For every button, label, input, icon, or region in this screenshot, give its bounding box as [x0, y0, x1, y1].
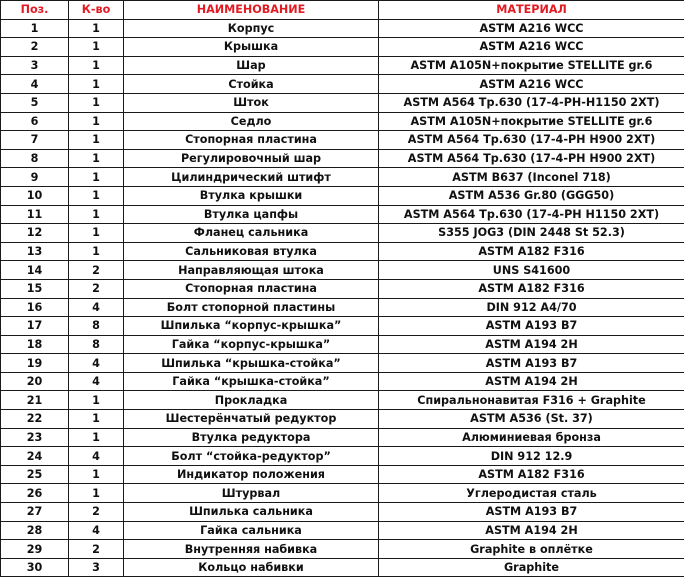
cell-position: 30: [1, 558, 69, 577]
table-row: [1, 93, 684, 112]
cell-material: ASTM A194 2H: [379, 372, 684, 391]
cell-position: 24: [1, 447, 69, 466]
cell-position: 22: [1, 410, 69, 429]
cell-material: Алюминиевая бронза: [379, 428, 684, 447]
cell-position: 5: [1, 93, 69, 112]
cell-position: 10: [1, 186, 69, 205]
table-row: [1, 354, 684, 373]
cell-position: 2: [1, 38, 69, 57]
cell-name: Стопорная пластина: [124, 131, 379, 150]
cell-quantity: 2: [69, 261, 124, 280]
cell-quantity: 1: [69, 428, 124, 447]
header-position: Поз.: [1, 1, 69, 20]
table-row: [1, 75, 684, 94]
cell-position: 18: [1, 335, 69, 354]
table-header-row: [1, 1, 684, 20]
table-row: [1, 521, 684, 540]
cell-name: Прокладка: [124, 391, 379, 410]
cell-material: ASTM A194 2H: [379, 521, 684, 540]
table-row: [1, 242, 684, 261]
cell-material: ASTM A182 F316: [379, 465, 684, 484]
table-row: [1, 186, 684, 205]
cell-quantity: 4: [69, 521, 124, 540]
cell-position: 19: [1, 354, 69, 373]
cell-name: Втулка редуктора: [124, 428, 379, 447]
cell-quantity: 1: [69, 19, 124, 38]
cell-quantity: 4: [69, 298, 124, 317]
cell-material: ASTM A105N+покрытие STELLITE gr.6: [379, 56, 684, 75]
cell-name: Направляющая штока: [124, 261, 379, 280]
cell-name: Шпилька “крышка-стойка”: [124, 354, 379, 373]
cell-position: 6: [1, 112, 69, 131]
cell-material: ASTM A564 Tp.630 (17-4-PH H900 2XT): [379, 131, 684, 150]
cell-material: ASTM A194 2H: [379, 335, 684, 354]
cell-position: 23: [1, 428, 69, 447]
table-row: [1, 224, 684, 243]
cell-quantity: 3: [69, 558, 124, 577]
cell-position: 13: [1, 242, 69, 261]
table-row: [1, 19, 684, 38]
cell-quantity: 1: [69, 93, 124, 112]
cell-material: ASTM A182 F316: [379, 279, 684, 298]
cell-quantity: 1: [69, 224, 124, 243]
cell-quantity: 1: [69, 410, 124, 429]
cell-name: Шпилька сальника: [124, 503, 379, 522]
table-row: [1, 317, 684, 336]
cell-quantity: 8: [69, 317, 124, 336]
cell-quantity: 1: [69, 112, 124, 131]
cell-position: 12: [1, 224, 69, 243]
cell-position: 17: [1, 317, 69, 336]
cell-position: 15: [1, 279, 69, 298]
table-row: [1, 298, 684, 317]
cell-position: 20: [1, 372, 69, 391]
cell-quantity: 1: [69, 38, 124, 57]
cell-quantity: 1: [69, 242, 124, 261]
table-row: [1, 503, 684, 522]
table-row: [1, 447, 684, 466]
cell-name: Шар: [124, 56, 379, 75]
cell-name: Гайка “крышка-стойка”: [124, 372, 379, 391]
cell-material: UNS S41600: [379, 261, 684, 280]
cell-material: ASTM A564 Tp.630 (17-4-PH H900 2XT): [379, 149, 684, 168]
table-body: [1, 19, 684, 577]
cell-material: Graphite: [379, 558, 684, 577]
cell-position: 3: [1, 56, 69, 75]
table-row: [1, 428, 684, 447]
cell-position: 8: [1, 149, 69, 168]
cell-name: Корпус: [124, 19, 379, 38]
cell-position: 29: [1, 540, 69, 559]
cell-name: Кольцо набивки: [124, 558, 379, 577]
cell-quantity: 1: [69, 75, 124, 94]
cell-name: Болт стопорной пластины: [124, 298, 379, 317]
cell-quantity: 1: [69, 56, 124, 75]
table-row: [1, 558, 684, 577]
cell-name: Внутренняя набивка: [124, 540, 379, 559]
cell-name: Сальниковая втулка: [124, 242, 379, 261]
table-row: [1, 484, 684, 503]
cell-name: Гайка “корпус-крышка”: [124, 335, 379, 354]
cell-quantity: 2: [69, 279, 124, 298]
cell-material: ASTM A193 B7: [379, 317, 684, 336]
cell-name: Шестерёнчатый редуктор: [124, 410, 379, 429]
cell-position: 27: [1, 503, 69, 522]
table-row: [1, 112, 684, 131]
cell-material: DIN 912 12.9: [379, 447, 684, 466]
table-row: [1, 372, 684, 391]
cell-position: 4: [1, 75, 69, 94]
table-row: [1, 205, 684, 224]
cell-position: 21: [1, 391, 69, 410]
cell-material: ASTM A105N+покрытие STELLITE gr.6: [379, 112, 684, 131]
cell-position: 1: [1, 19, 69, 38]
cell-quantity: 1: [69, 465, 124, 484]
cell-name: Шток: [124, 93, 379, 112]
cell-material: ASTM B637 (Inconel 718): [379, 168, 684, 187]
cell-quantity: 1: [69, 205, 124, 224]
table-row: [1, 168, 684, 187]
cell-quantity: 4: [69, 372, 124, 391]
cell-quantity: 1: [69, 131, 124, 150]
cell-quantity: 1: [69, 186, 124, 205]
cell-material: ASTM A216 WCC: [379, 19, 684, 38]
table-row: [1, 391, 684, 410]
cell-quantity: 1: [69, 149, 124, 168]
cell-name: Гайка сальника: [124, 521, 379, 540]
cell-name: Штурвал: [124, 484, 379, 503]
cell-material: ASTM A216 WCC: [379, 75, 684, 94]
table-row: [1, 540, 684, 559]
table-row: [1, 38, 684, 57]
cell-quantity: 1: [69, 391, 124, 410]
table-row: [1, 279, 684, 298]
header-name: НАИМЕНОВАНИЕ: [124, 1, 379, 20]
cell-name: Шпилька “корпус-крышка”: [124, 317, 379, 336]
cell-quantity: 4: [69, 354, 124, 373]
cell-quantity: 4: [69, 447, 124, 466]
cell-material: ASTM A564 Tp.630 (17-4-PH H1150 2XT): [379, 205, 684, 224]
header-quantity: К-во: [69, 1, 124, 20]
cell-position: 14: [1, 261, 69, 280]
cell-material: ASTM A193 B7: [379, 354, 684, 373]
cell-name: Болт “стойка-редуктор”: [124, 447, 379, 466]
cell-quantity: 1: [69, 168, 124, 187]
cell-material: Graphite в оплётке: [379, 540, 684, 559]
table-row: [1, 149, 684, 168]
table-row: [1, 56, 684, 75]
cell-material: ASTM A536 Gr.80 (GGG50): [379, 186, 684, 205]
cell-position: 11: [1, 205, 69, 224]
cell-material: ASTM A193 B7: [379, 503, 684, 522]
cell-position: 25: [1, 465, 69, 484]
cell-position: 7: [1, 131, 69, 150]
cell-quantity: 1: [69, 484, 124, 503]
cell-material: Углеродистая сталь: [379, 484, 684, 503]
cell-name: Индикатор положения: [124, 465, 379, 484]
cell-name: Втулка цапфы: [124, 205, 379, 224]
table-row: [1, 261, 684, 280]
cell-name: Стопорная пластина: [124, 279, 379, 298]
cell-position: 28: [1, 521, 69, 540]
cell-quantity: 8: [69, 335, 124, 354]
cell-name: Седло: [124, 112, 379, 131]
header-material: МАТЕРИАЛ: [379, 1, 684, 20]
cell-quantity: 2: [69, 540, 124, 559]
cell-material: ASTM A216 WCC: [379, 38, 684, 57]
cell-position: 9: [1, 168, 69, 187]
cell-quantity: 2: [69, 503, 124, 522]
table-row: [1, 465, 684, 484]
table-row: [1, 410, 684, 429]
cell-name: Крышка: [124, 38, 379, 57]
cell-name: Регулировочный шар: [124, 149, 379, 168]
cell-name: Стойка: [124, 75, 379, 94]
cell-name: Цилиндрический штифт: [124, 168, 379, 187]
cell-material: Спиральнонавитая F316 + Graphite: [379, 391, 684, 410]
cell-name: Фланец сальника: [124, 224, 379, 243]
cell-position: 16: [1, 298, 69, 317]
cell-material: ASTM A536 (St. 37): [379, 410, 684, 429]
cell-material: ASTM A182 F316: [379, 242, 684, 261]
table-row: [1, 335, 684, 354]
cell-position: 26: [1, 484, 69, 503]
cell-material: ASTM A564 Tp.630 (17-4-PH-H1150 2XT): [379, 93, 684, 112]
cell-material: DIN 912 A4/70: [379, 298, 684, 317]
cell-material: S355 JOG3 (DIN 2448 St 52.3): [379, 224, 684, 243]
cell-name: Втулка крышки: [124, 186, 379, 205]
table-row: [1, 131, 684, 150]
